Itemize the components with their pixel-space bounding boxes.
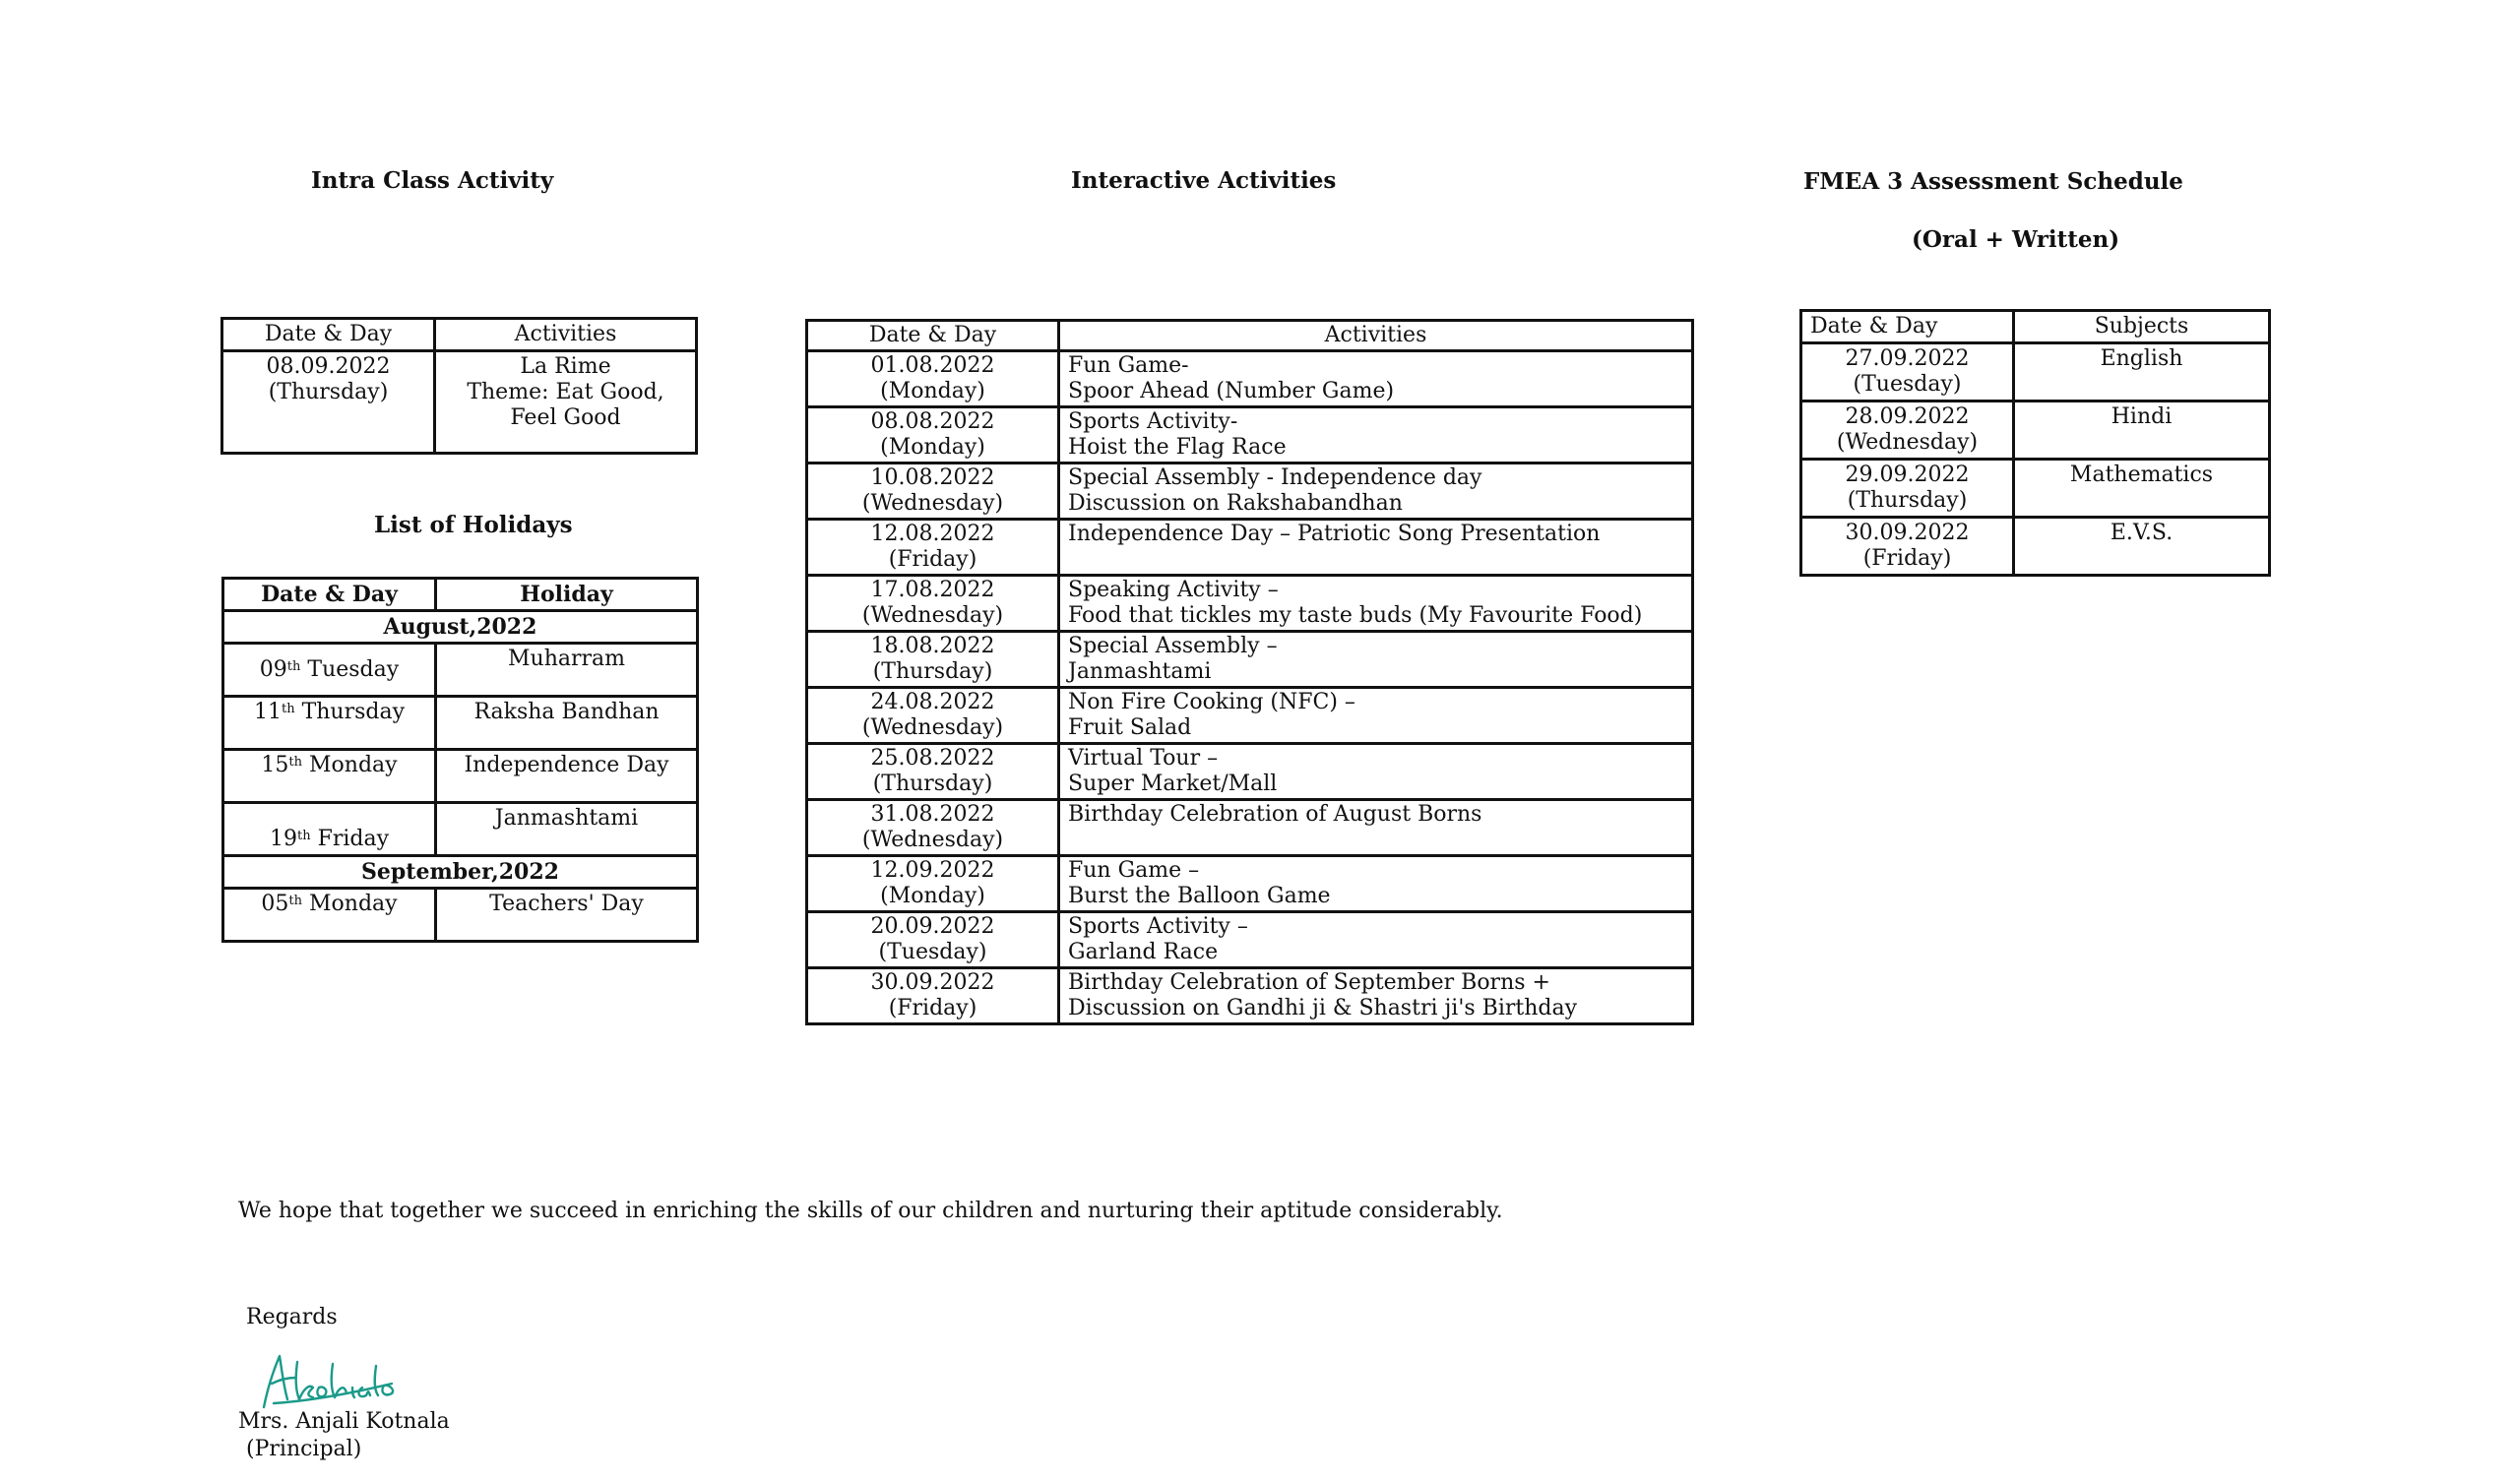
- activity-line: Non Fire Cooking (NFC) –: [1068, 690, 1355, 714]
- day: (Thursday): [268, 380, 389, 404]
- activity-line: Janmashtami: [1068, 659, 1212, 684]
- date-cell: [1801, 402, 2014, 460]
- ordinal-suffix: th: [296, 829, 311, 843]
- activity-cell: [1059, 632, 1693, 688]
- interactive-activities-table: [805, 319, 1694, 1025]
- subject-cell: Hindi: [2014, 402, 2270, 460]
- date-cell: [807, 688, 1059, 744]
- date-cell: [1801, 460, 2014, 518]
- activity-line: Special Assembly –: [1068, 634, 1278, 658]
- day: (Thursday): [872, 659, 993, 684]
- ordinal-suffix: th: [288, 894, 303, 908]
- day: (Monday): [880, 379, 985, 403]
- day-number: 11: [253, 700, 282, 724]
- day-number: 09: [259, 656, 287, 682]
- day: (Wednesday): [861, 491, 1004, 516]
- ordinal-suffix: th: [288, 755, 303, 770]
- day: (Friday): [888, 996, 977, 1020]
- table-row: [223, 644, 698, 697]
- table-row: [223, 889, 698, 942]
- day: (Wednesday): [1836, 430, 1979, 455]
- date-cell: [1801, 343, 2014, 402]
- intra-class-table: [220, 317, 698, 455]
- holidays-heading: List of Holidays: [374, 512, 573, 538]
- date: 17.08.2022: [870, 578, 995, 602]
- month-label: September,2022: [223, 856, 698, 889]
- fmea-heading: FMEA 3 Assessment Schedule: [1803, 168, 2183, 195]
- date: 20.09.2022: [870, 914, 995, 939]
- table-row: [1801, 518, 2270, 576]
- table-row: [807, 407, 1693, 463]
- activity-line: Super Market/Mall: [1068, 772, 1278, 796]
- activity-line: Fruit Salad: [1068, 715, 1192, 740]
- date-cell: [222, 351, 435, 454]
- date: 08.08.2022: [870, 409, 995, 434]
- day: (Tuesday): [1853, 372, 1962, 397]
- activity-line: Discussion on Gandhi ji & Shastri ji's Birthday: [1068, 996, 1578, 1020]
- date-cell: [807, 744, 1059, 800]
- closing-message: We hope that together we succeed in enriching the skills of our children and nurturing their aptitude considerably.: [238, 1199, 1503, 1223]
- table-header-row: [1801, 311, 2270, 343]
- activity-line: Virtual Tour –: [1068, 746, 1219, 771]
- activity-line: Spoor Ahead (Number Game): [1068, 379, 1395, 403]
- weekday: Thursday: [301, 700, 406, 724]
- date: 12.09.2022: [870, 858, 995, 883]
- day: (Thursday): [872, 772, 993, 796]
- subject-cell: English: [2014, 343, 2270, 402]
- activity-line: Sports Activity-: [1068, 409, 1238, 434]
- activity-cell: [1059, 688, 1693, 744]
- activity-line: Feel Good: [510, 405, 621, 430]
- day: (Thursday): [1847, 488, 1968, 513]
- activity-cell: [1059, 520, 1693, 576]
- table-row: [807, 520, 1693, 576]
- activity-line: Fun Game –: [1068, 858, 1200, 883]
- month-row: [223, 611, 698, 644]
- date: 25.08.2022: [870, 746, 995, 771]
- table-header-row: [807, 321, 1693, 351]
- activity-cell: [1059, 856, 1693, 912]
- table-row: [223, 697, 698, 750]
- date: 30.09.2022: [870, 970, 995, 995]
- table-row: [807, 856, 1693, 912]
- date-cell: [807, 351, 1059, 407]
- activity-line: Sports Activity –: [1068, 914, 1248, 939]
- date: 30.09.2022: [1845, 521, 1970, 545]
- table-row: [807, 632, 1693, 688]
- ordinal-suffix: th: [286, 658, 301, 674]
- activity-cell: [1059, 407, 1693, 463]
- date: 28.09.2022: [1845, 404, 1970, 429]
- activity-line: Hoist the Flag Race: [1068, 435, 1287, 460]
- day: (Tuesday): [878, 940, 987, 964]
- col-header-holiday: Holiday: [436, 579, 698, 611]
- date-cell: [807, 856, 1059, 912]
- activity-cell: [1059, 912, 1693, 968]
- month-label: August,2022: [223, 611, 698, 644]
- table-header-row: [223, 579, 698, 611]
- col-header-date: Date & Day: [807, 321, 1059, 351]
- date-cell: [807, 912, 1059, 968]
- table-header-row: [222, 319, 697, 351]
- date: 10.08.2022: [870, 465, 995, 490]
- activity-line: Speaking Activity –: [1068, 578, 1279, 602]
- activity-cell: [1059, 351, 1693, 407]
- col-header-subjects: Subjects: [2014, 311, 2270, 343]
- holiday-date: [223, 750, 436, 803]
- col-header-date: Date & Day: [223, 579, 436, 611]
- date-cell: [1801, 518, 2014, 576]
- fmea-rows: [1801, 343, 2270, 576]
- holiday-name: Janmashtami: [436, 803, 698, 856]
- day: (Friday): [888, 547, 977, 572]
- col-header-date: Date & Day: [222, 319, 435, 351]
- date-cell: [807, 463, 1059, 520]
- date-cell: [807, 576, 1059, 632]
- table-row: [807, 744, 1693, 800]
- day-number: 19: [269, 827, 297, 851]
- ordinal-suffix: th: [281, 702, 295, 716]
- holiday-date: [223, 889, 436, 942]
- date: 27.09.2022: [1845, 346, 1970, 371]
- col-header-activities: Activities: [435, 319, 697, 351]
- holiday-date: [223, 644, 436, 697]
- day: (Friday): [1862, 546, 1952, 571]
- activity-cell: [1059, 744, 1693, 800]
- date-cell: [807, 968, 1059, 1024]
- table-row: [807, 351, 1693, 407]
- date: 24.08.2022: [870, 690, 995, 714]
- day: (Monday): [880, 435, 985, 460]
- date-cell: [807, 632, 1059, 688]
- principal-name: Mrs. Anjali Kotnala: [238, 1409, 450, 1434]
- activity-line: Birthday Celebration of August Borns: [1068, 802, 1482, 827]
- holiday-name: Muharram: [436, 644, 698, 697]
- signature-image: [254, 1338, 402, 1417]
- day-number: 05: [261, 892, 289, 916]
- date: 29.09.2022: [1845, 463, 1970, 487]
- activity-line: La Rime: [520, 354, 611, 379]
- holiday-name: Raksha Bandhan: [436, 697, 698, 750]
- fmea-subheading: (Oral + Written): [1912, 226, 2120, 253]
- activity-line: Food that tickles my taste buds (My Favourite Food): [1068, 603, 1643, 628]
- date-cell: [807, 520, 1059, 576]
- activity-line: Birthday Celebration of September Borns +: [1068, 970, 1550, 995]
- table-row: [1801, 402, 2270, 460]
- day: (Wednesday): [861, 603, 1004, 628]
- date: 12.08.2022: [870, 522, 995, 546]
- weekday: Friday: [317, 827, 390, 851]
- table-row: [223, 803, 698, 856]
- col-header-date: Date & Day: [1801, 311, 2014, 343]
- month-row: [223, 856, 698, 889]
- weekday: Tuesday: [307, 656, 400, 682]
- holiday-name: Independence Day: [436, 750, 698, 803]
- date: 18.08.2022: [870, 634, 995, 658]
- table-row: [807, 968, 1693, 1024]
- table-row: [807, 688, 1693, 744]
- regards-text: Regards: [246, 1305, 338, 1329]
- principal-title: (Principal): [246, 1437, 362, 1461]
- table-row: [1801, 343, 2270, 402]
- subject-cell: Mathematics: [2014, 460, 2270, 518]
- activity-line: Burst the Balloon Game: [1068, 884, 1331, 908]
- interactive-heading: Interactive Activities: [1071, 167, 1337, 194]
- subject-cell: E.V.S.: [2014, 518, 2270, 576]
- activity-line: Discussion on Rakshabandhan: [1068, 491, 1403, 516]
- table-row: [223, 750, 698, 803]
- table-row: [222, 351, 697, 454]
- activity-line: Garland Race: [1068, 940, 1219, 964]
- table-row: [807, 912, 1693, 968]
- day: (Monday): [880, 884, 985, 908]
- activity-line: Special Assembly - Independence day: [1068, 465, 1482, 490]
- holiday-name: Teachers' Day: [436, 889, 698, 942]
- date: 08.09.2022: [266, 354, 391, 379]
- intra-class-heading: Intra Class Activity: [311, 167, 554, 194]
- fmea-table: [1799, 309, 2271, 577]
- activity-line: Fun Game-: [1068, 353, 1189, 378]
- activity-line: Theme: Eat Good,: [467, 380, 664, 404]
- activity-cell: [1059, 463, 1693, 520]
- day: (Wednesday): [861, 715, 1004, 740]
- day: (Wednesday): [861, 828, 1004, 852]
- activity-cell: [1059, 800, 1693, 856]
- date: 01.08.2022: [870, 353, 995, 378]
- date: 31.08.2022: [870, 802, 995, 827]
- activity-line: Independence Day – Patriotic Song Presentation: [1068, 522, 1601, 546]
- activity-cell: [1059, 968, 1693, 1024]
- weekday: Monday: [309, 892, 398, 916]
- weekday: Monday: [309, 753, 398, 777]
- table-row: [807, 576, 1693, 632]
- holiday-date: [223, 803, 436, 856]
- holiday-date: [223, 697, 436, 750]
- interactive-rows: [807, 351, 1693, 1024]
- activity-cell: [435, 351, 697, 454]
- date-cell: [807, 407, 1059, 463]
- date-cell: [807, 800, 1059, 856]
- holidays-table: [221, 577, 699, 943]
- table-row: [1801, 460, 2270, 518]
- col-header-activities: Activities: [1059, 321, 1693, 351]
- table-row: [807, 463, 1693, 520]
- table-row: [807, 800, 1693, 856]
- activity-cell: [1059, 576, 1693, 632]
- day-number: 15: [261, 753, 289, 777]
